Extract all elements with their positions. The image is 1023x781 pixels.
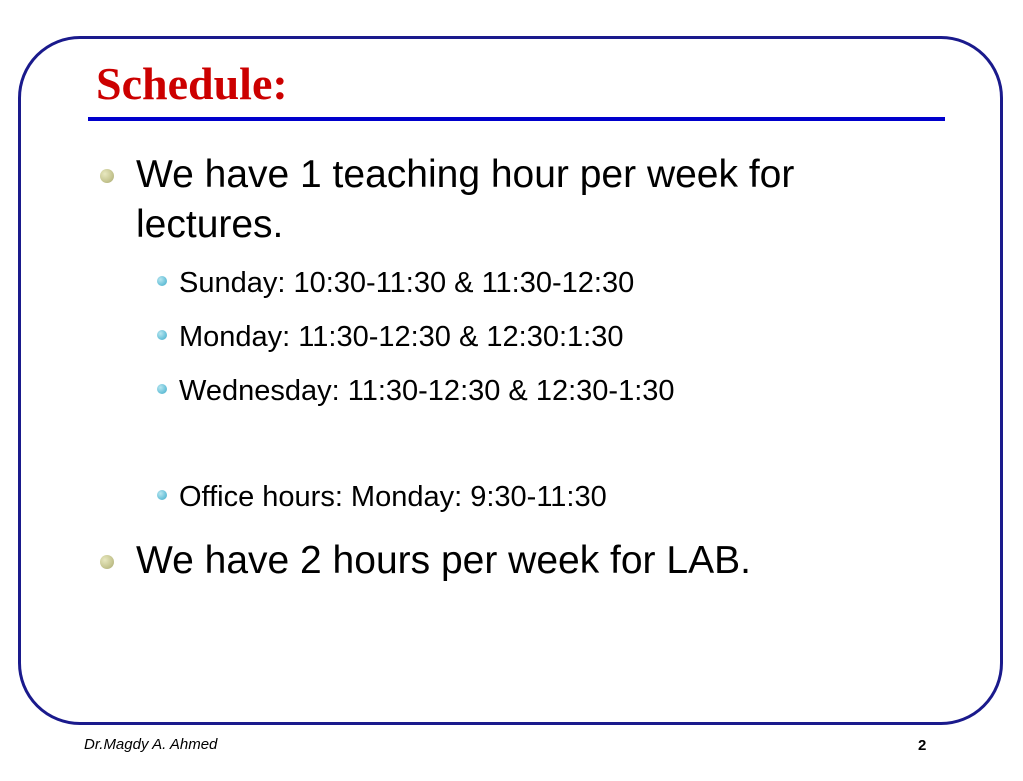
title-divider [88,117,945,121]
footer-author: Dr.Magdy A. Ahmed [84,736,218,753]
sub-bullet-item-monday [157,319,623,355]
sub-bullet-item-wednesday [157,373,675,409]
sub-bullet-dot-icon [157,330,167,340]
sub-bullet-text: Wednesday: 11:30-12:30 & 12:30-1:30 [179,375,675,407]
bullet-dot-icon [100,169,114,183]
bullet-text-block [136,150,794,250]
sub-bullet-dot-icon [157,276,167,286]
sub-bullet-item-sunday [157,265,634,301]
sub-bullet-item-office-hours [157,479,607,515]
bullet-item-lectures [100,150,794,250]
bullet-item-lab [100,536,751,586]
sub-bullet-text: Office hours: Monday: 9:30-11:30 [179,481,607,513]
sub-bullet-dot-icon [157,490,167,500]
sub-bullet-text: Sunday: 10:30-11:30 & 11:30-12:30 [179,267,635,299]
bullet-text-line: We have 1 teaching hour per week for [136,153,795,196]
sub-bullet-dot-icon [157,384,167,394]
bullet-text-line: lectures. [136,203,284,246]
sub-bullet-text: Monday: 11:30-12:30 & 12:30:1:30 [179,321,624,353]
bullet-dot-icon [100,555,114,569]
slide-title: Schedule: [96,58,288,109]
page-number: 2 [918,737,927,754]
bullet-text: We have 2 hours per week for LAB. [136,539,751,582]
